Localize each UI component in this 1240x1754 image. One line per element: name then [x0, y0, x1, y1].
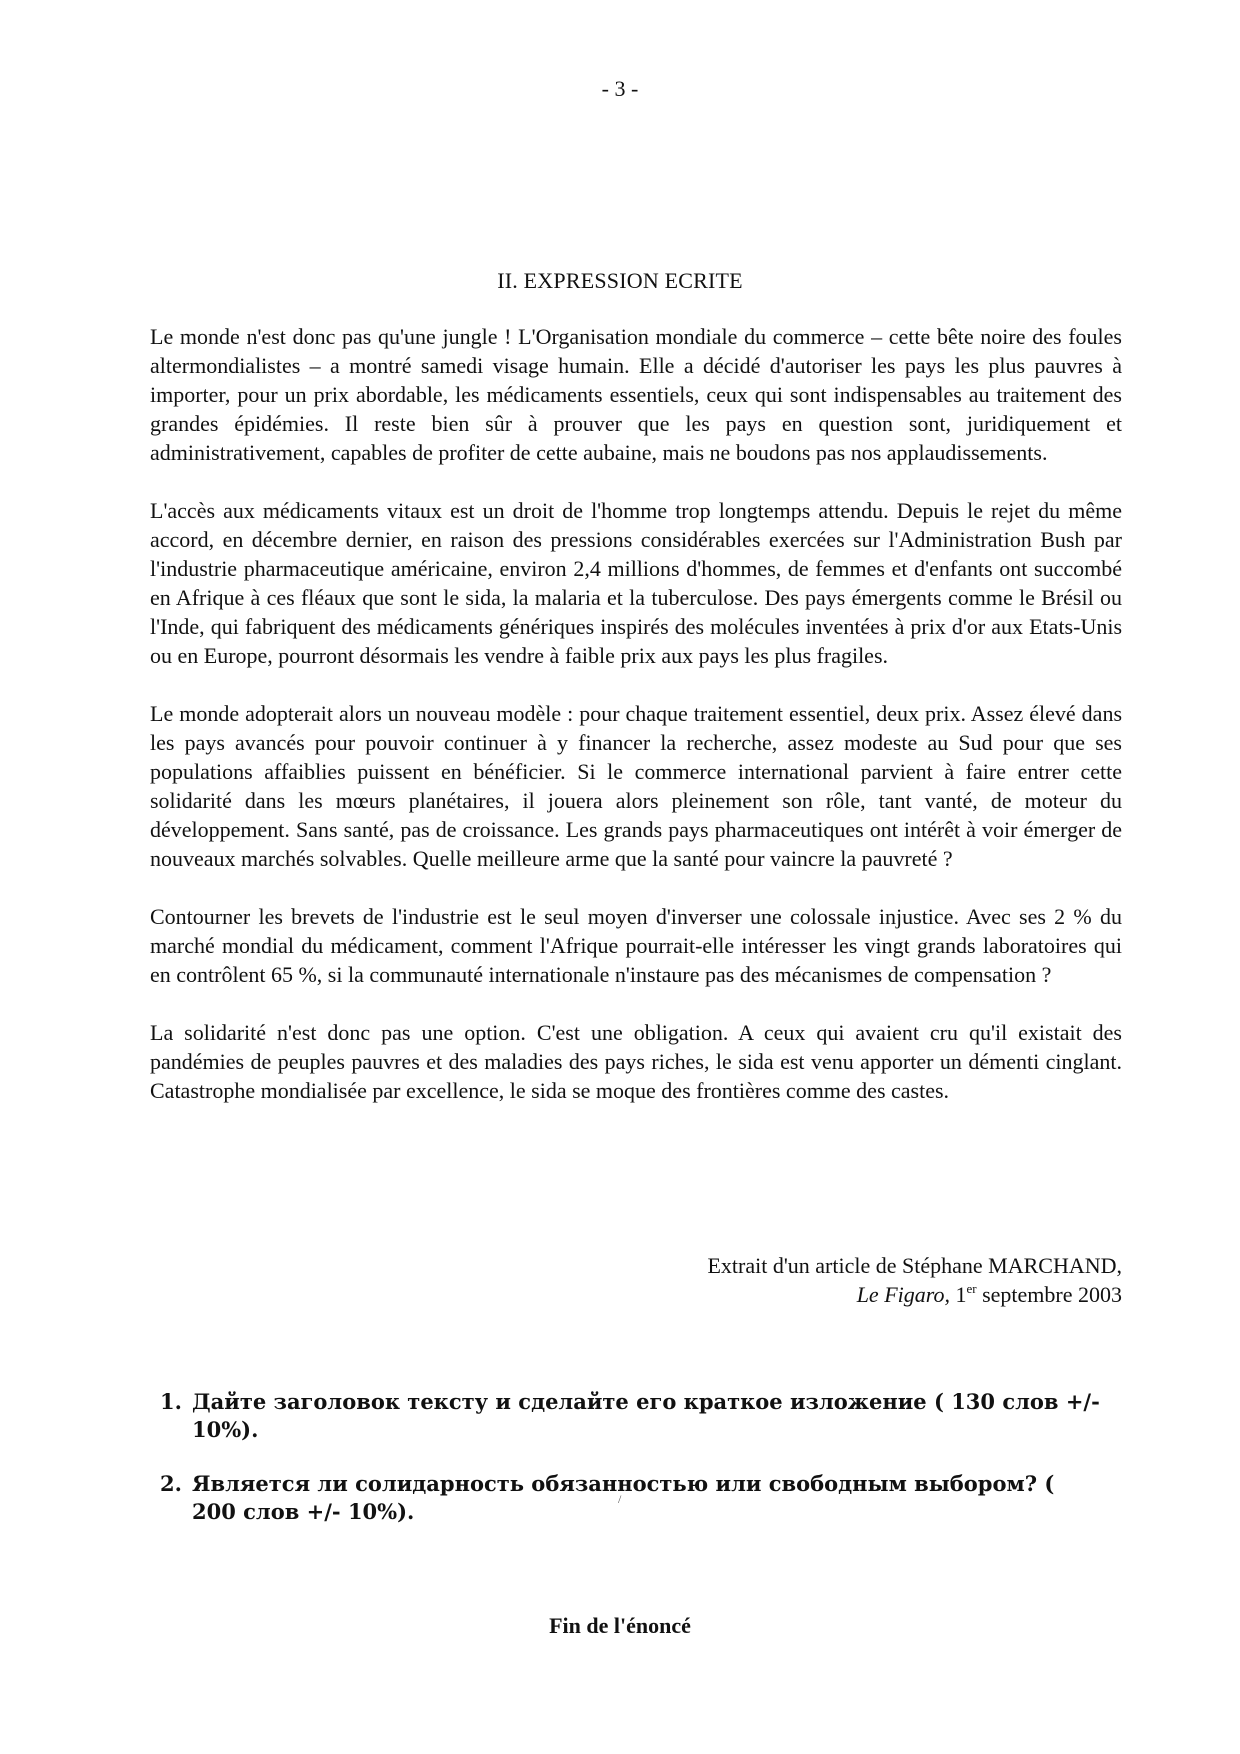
task-text: Является ли солидарность обязанностью или свободным выбором? ( 200 слов +/- 10%).	[192, 1471, 1055, 1524]
paragraph-2: L'accès aux médicaments vitaux est un droit de l'homme trop longtemps attendu. Depuis le rejet du même accord, en décembre dernier, en raison des pressions considérables exercées sur l'Administration Bush par l'industrie pharmaceutique américaine, environ 2,4 millions d'hommes, de femmes et d'enfants ont succombé en Afrique à ces fléaux que sont le sida, la malaria et la tuberculose. Des pays émergents comme le Brésil ou l'Inde, qui fabriquent des médicaments génériques inspirés des molécules inventées à prix d'or aux Etats-Unis ou en Europe, pourront désormais les vendre à faible prix aux pays les plus fragiles.	[150, 498, 1122, 668]
source-publication	[150, 1280, 1122, 1309]
task-number: 2.	[160, 1471, 182, 1496]
source-day: 1	[955, 1282, 967, 1307]
page-number: - 3 -	[601, 76, 639, 101]
source-author: Extrait d'un article de Stéphane MARCHAND,	[707, 1253, 1122, 1278]
end-of-statement: Fin de l'énoncé	[549, 1613, 691, 1638]
paragraph-3: Le monde adopterait alors un nouveau modèle : pour chaque traitement essentiel, deux prix. Assez élevé dans les pays avancés pour pouvoir continuer à y financer la recherche, assez modeste au Sud pour que ses populations affaiblies puissent en bénéficier. Si le commerce international parvient à faire entrer cette solidarité dans les mœurs planétaires, il jouera alors pleinement son rôle, tant vanté, de moteur du développement. Sans santé, pas de croissance. Les grands pays pharmaceutiques ont intérêt à voir émerger de nouveaux marchés solvables. Quelle meilleure arme que la santé pour vaincre la pauvreté ?	[150, 701, 1122, 871]
section-title: II. EXPRESSION ECRITE	[497, 268, 743, 293]
source-journal: Le Figaro,	[856, 1282, 950, 1307]
article-body	[150, 322, 1122, 1134]
paragraph-1: Le monde n'est donc pas qu'une jungle ! L'Organisation mondiale du commerce – cette bête noire des foules altermondialistes – a montré samedi visage humain. Elle a décidé d'autoriser les pays les plus pauvres à importer, pour un prix abordable, les médicaments essentiels, ceux qui sont indispensables au traitement des grandes épidémies. Il reste bien sûr à prouver que les pays en question sont, juridiquement et administrativement, capables de profiter de cette aubaine, mais ne boudons pas nos applaudissements.	[150, 324, 1122, 465]
source-date: septembre 2003	[982, 1282, 1122, 1307]
task-text: Дайте заголовок тексту и сделайте его краткое изложение ( 130 слов +/- 10%).	[192, 1389, 1100, 1442]
task-item	[160, 1388, 1100, 1444]
paragraph-5: La solidarité n'est donc pas une option. C'est une obligation. A ceux qui avaient cru qu'il existait des pandémies de peuples pauvres et des maladies des pays riches, le sida est venu apporter un démenti cinglant. Catastrophe mondialisée par excellence, le sida se moque des frontières comme des castes.	[150, 1020, 1122, 1103]
task-list	[160, 1388, 1100, 1552]
task-item	[160, 1470, 1100, 1526]
task-number: 1.	[160, 1389, 182, 1414]
article-source	[150, 1251, 1122, 1309]
paragraph-4: Contourner les brevets de l'industrie est le seul moyen d'inverser une colossale injustice. Avec ses 2 % du marché mondial du médicament, comment l'Afrique pourrait-elle intéresser les vingt grands laboratoires qui en contrôlent 65 %, si la communauté internationale n'instaure pas des mécanismes de compensation ?	[150, 904, 1122, 987]
stray-mark: /	[618, 1492, 622, 1506]
source-day-suffix: er	[966, 1281, 977, 1296]
